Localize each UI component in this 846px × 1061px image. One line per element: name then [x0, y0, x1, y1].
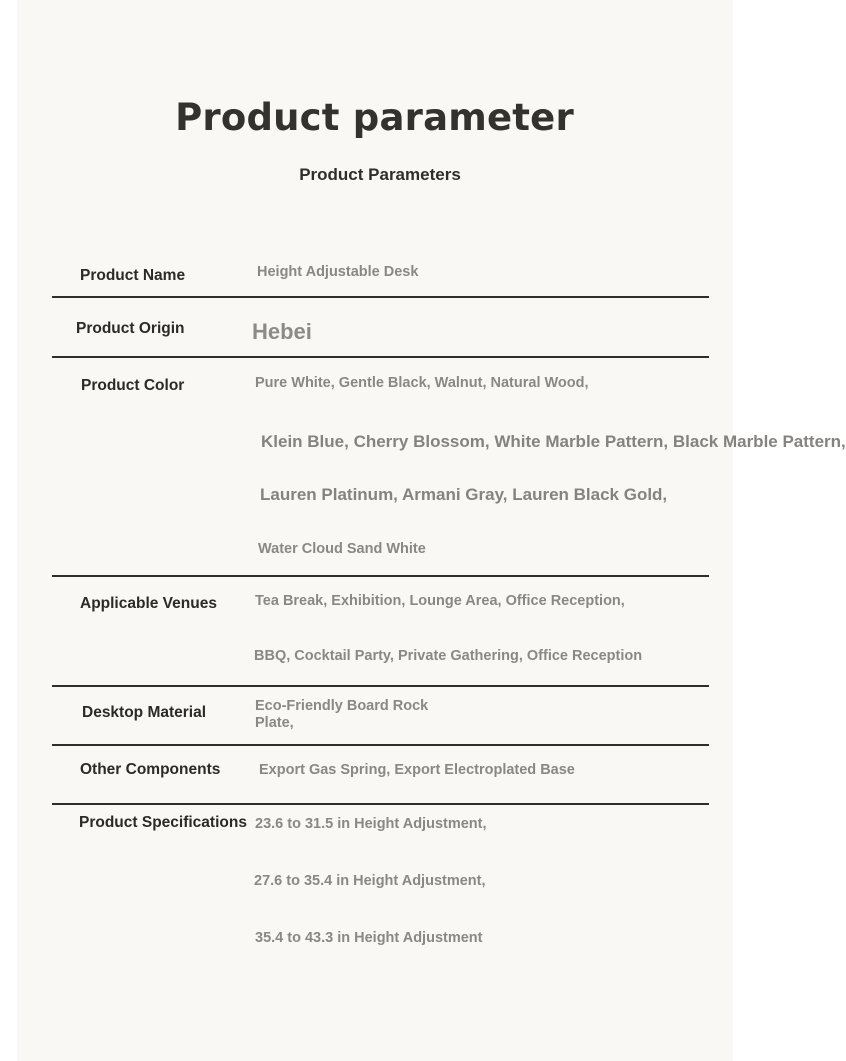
row-divider — [52, 296, 709, 298]
product-specifications-value-line: 35.4 to 43.3 in Height Adjustment — [255, 930, 483, 946]
product-color-value-line: Klein Blue, Cherry Blossom, White Marble Pattern, Black Marble Pattern, — [261, 432, 846, 451]
row-divider — [52, 575, 709, 577]
desktop-material-label: Desktop Material — [82, 704, 207, 721]
product-specifications-label: Product Specifications — [79, 814, 247, 831]
parameter-sheet — [17, 0, 733, 1061]
product-color-value-line: Lauren Platinum, Armani Gray, Lauren Black Gold, — [260, 485, 668, 504]
applicable-venues-value-line: BBQ, Cocktail Party, Private Gathering, Office Reception — [254, 648, 643, 664]
product-origin-value: Hebei — [252, 319, 312, 344]
other-components-label: Other Components — [80, 761, 221, 778]
product-color-value-line: Water Cloud Sand White — [258, 541, 426, 557]
row-divider — [52, 744, 709, 746]
page-title: Product parameter — [175, 96, 574, 139]
product-name-value: Height Adjustable Desk — [257, 264, 419, 280]
product-specifications-value-line: 27.6 to 35.4 in Height Adjustment, — [254, 873, 486, 889]
product-specifications-value-line: 23.6 to 31.5 in Height Adjustment, — [255, 816, 487, 832]
row-divider — [52, 356, 709, 358]
applicable-venues-value-line: Tea Break, Exhibition, Lounge Area, Office Reception, — [255, 593, 625, 609]
row-divider — [52, 685, 709, 687]
applicable-venues-label: Applicable Venues — [80, 595, 217, 612]
product-origin-label: Product Origin — [76, 320, 185, 337]
product-name-label: Product Name — [80, 267, 186, 284]
product-color-label: Product Color — [81, 377, 185, 394]
product-color-value-line: Pure White, Gentle Black, Walnut, Natural Wood, — [255, 375, 589, 391]
desktop-material-value: Eco-Friendly Board Rock Plate, — [255, 698, 429, 731]
row-divider — [52, 803, 709, 805]
page-subtitle: Product Parameters — [299, 165, 461, 184]
other-components-value: Export Gas Spring, Export Electroplated Base — [259, 762, 575, 778]
